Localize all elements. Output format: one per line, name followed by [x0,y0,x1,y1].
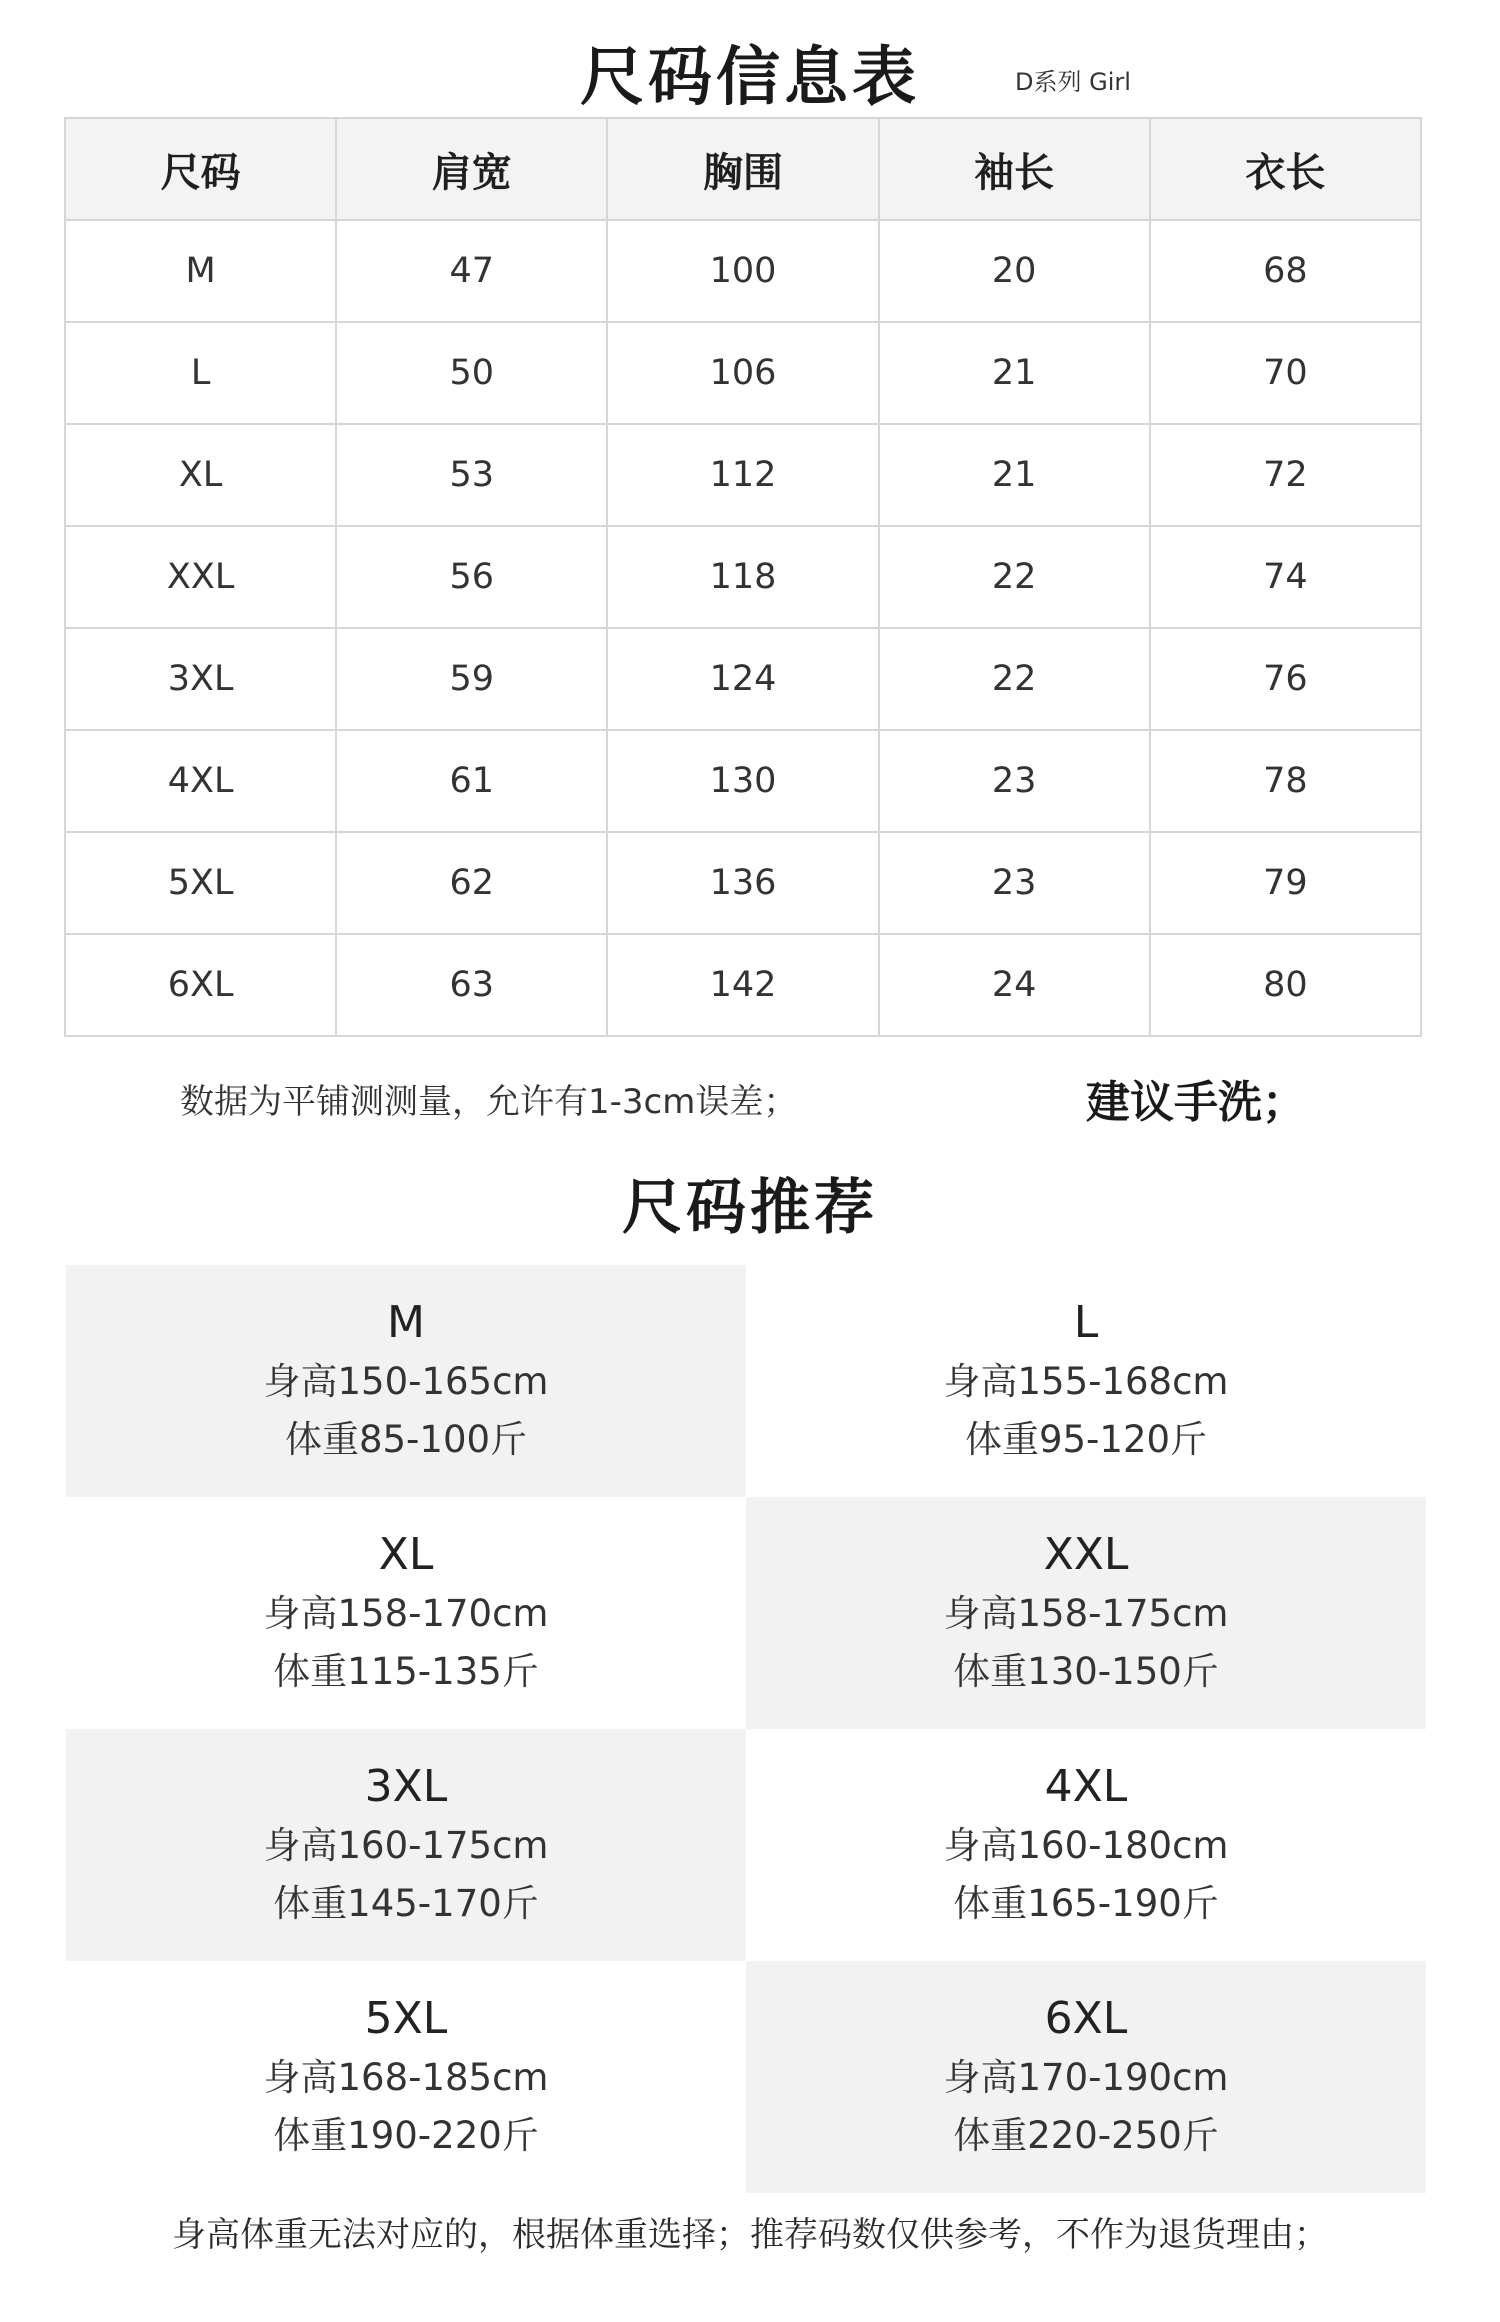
table-row [65,424,1421,526]
recommend-card-6xl [746,1961,1426,2193]
recommend-card-l [746,1265,1426,1497]
table-cell: 136 [607,832,878,934]
recommend-card-xl [66,1497,746,1729]
recommend-height: 身高160-180cm [943,1824,1229,1867]
measurement-note: 数据为平铺测测量，允许有1-3cm误差； [180,1082,798,1122]
table-cell: 68 [1150,220,1421,322]
recommend-grid [66,1265,1426,2193]
recommend-height: 身高155-168cm [943,1360,1229,1403]
table-cell: XXL [65,526,336,628]
recommend-height: 身高158-175cm [943,1592,1229,1635]
table-cell: 79 [1150,832,1421,934]
recommend-size: XL [378,1529,434,1580]
recommend-height: 身高160-175cm [263,1824,549,1867]
table-row [65,934,1421,1036]
recommend-height: 身高168-185cm [263,2056,549,2099]
recommend-weight: 体重190-220斤 [273,2114,539,2157]
table-cell: 78 [1150,730,1421,832]
recommend-title: 尺码推荐 [622,1173,878,1243]
table-cell: 24 [879,934,1150,1036]
recommend-height: 身高150-165cm [263,1360,549,1403]
table-cell: 124 [607,628,878,730]
table-cell: 4XL [65,730,336,832]
table-cell: 80 [1150,934,1421,1036]
recommend-card-3xl [66,1729,746,1961]
table-cell: 6XL [65,934,336,1036]
recommend-weight: 体重115-135斤 [273,1650,539,1693]
table-cell: 20 [879,220,1150,322]
recommend-card-5xl [66,1961,746,2193]
column-header-chest: 胸围 [607,118,878,220]
table-cell: 130 [607,730,878,832]
table-row [65,322,1421,424]
notes-row [0,1060,1500,1140]
recommend-weight: 体重220-250斤 [953,2114,1219,2157]
recommend-size: L [1073,1297,1099,1348]
recommend-size: 6XL [1044,1993,1128,2044]
column-header-shoulder: 肩宽 [336,118,607,220]
table-cell: 118 [607,526,878,628]
table-cell: 70 [1150,322,1421,424]
recommend-size: 5XL [364,1993,448,2044]
footer-note: 身高体重无法对应的，根据体重选择；推荐码数仅供参考，不作为退货理由； [172,2215,1328,2255]
table-cell: 5XL [65,832,336,934]
table-cell: 50 [336,322,607,424]
table-cell: 21 [879,424,1150,526]
recommend-weight: 体重95-120斤 [964,1418,1208,1461]
recommend-card-xxl [746,1497,1426,1729]
recommend-size: 3XL [364,1761,448,1812]
table-cell: 142 [607,934,878,1036]
column-header-sleeve: 袖长 [879,118,1150,220]
table-cell: 53 [336,424,607,526]
table-cell: 76 [1150,628,1421,730]
header [0,18,1500,118]
size-chart-table [64,117,1422,1037]
column-header-length: 衣长 [1150,118,1421,220]
recommend-weight: 体重165-190斤 [953,1882,1219,1925]
recommend-card-4xl [746,1729,1426,1961]
table-cell: 62 [336,832,607,934]
table-cell: 23 [879,730,1150,832]
table-cell: 3XL [65,628,336,730]
table-cell: 22 [879,628,1150,730]
table-cell: 22 [879,526,1150,628]
recommend-card-m [66,1265,746,1497]
column-header-size: 尺码 [65,118,336,220]
recommend-height: 身高170-190cm [943,2056,1229,2099]
table-row [65,220,1421,322]
recommend-height: 身高158-170cm [263,1592,549,1635]
table-row [65,628,1421,730]
table-cell: 112 [607,424,878,526]
table-cell: 72 [1150,424,1421,526]
table-cell: 61 [336,730,607,832]
table-cell: L [65,322,336,424]
recommend-size: 4XL [1044,1761,1128,1812]
table-row [65,526,1421,628]
recommend-size: M [387,1297,425,1348]
table-cell: M [65,220,336,322]
table-cell: 23 [879,832,1150,934]
recommend-weight: 体重145-170斤 [273,1882,539,1925]
table-row [65,730,1421,832]
table-cell: XL [65,424,336,526]
table-cell: 74 [1150,526,1421,628]
recommend-weight: 体重85-100斤 [284,1418,528,1461]
recommend-size: XXL [1043,1529,1129,1580]
table-cell: 47 [336,220,607,322]
table-cell: 59 [336,628,607,730]
table-header-row [65,118,1421,220]
page-title: 尺码信息表 [580,41,920,115]
table-cell: 21 [879,322,1150,424]
table-cell: 106 [607,322,878,424]
recommend-weight: 体重130-150斤 [953,1650,1219,1693]
table-cell: 63 [336,934,607,1036]
table-row [65,832,1421,934]
series-label: D系列 Girl [1015,68,1131,96]
wash-note: 建议手洗； [1086,1077,1306,1128]
table-cell: 56 [336,526,607,628]
table-cell: 100 [607,220,878,322]
